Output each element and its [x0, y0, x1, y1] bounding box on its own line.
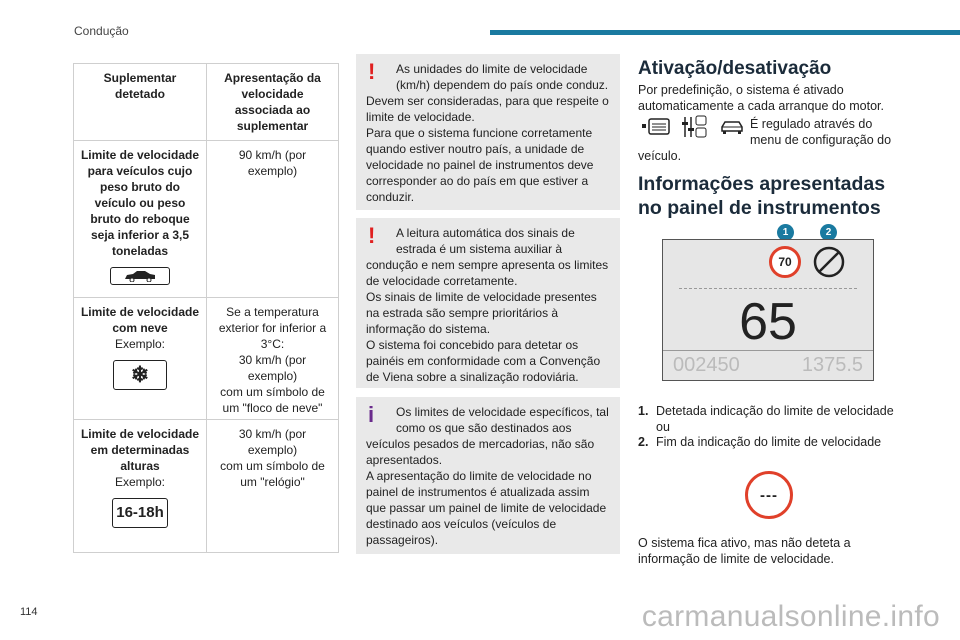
- trip-meter: 1375.5: [801, 354, 863, 376]
- end-limit-icon: [813, 246, 845, 278]
- warning-icon: !: [368, 59, 376, 84]
- settings-sliders-icon: [680, 116, 708, 138]
- note-text: Os sinais de limite de velocidade presentes na estrada são sempre prioritários à informação do sistema.: [366, 290, 597, 336]
- activation-heading: Ativação/desativação: [638, 58, 832, 79]
- note-text: A leitura automática dos sinais de estrada é um sistema auxiliar à: [396, 226, 575, 256]
- note-text: O sistema foi concebido para detetar os painéis em conformidade com a Convenção de Viena sobre a sinalização rodoviária.: [366, 338, 601, 384]
- supplementary-table: [73, 63, 339, 553]
- row-value: 30 km/h (por exemplo): [238, 427, 307, 457]
- row-label: Limite de velocidade em determinadas alturas: [80, 427, 200, 473]
- table-header-detected: Suplementar detetado: [74, 64, 207, 140]
- table-header-display: Apresentação da velocidade associada ao suplementar: [224, 71, 321, 133]
- cluster-separator: [679, 288, 857, 289]
- cluster-divider: [663, 350, 873, 351]
- config-text: É regulado através do menu de configuração do: [750, 117, 892, 147]
- inactive-text: O sistema fica ativo, mas não deteta a informação de limite de velocidade.: [638, 536, 851, 566]
- note-text: Para que o sistema funcione corretamente quando estiver noutro país, a unidade de velocidade no painel de instrumentos deve corresponder ao do país em que estiver a conduzir.: [366, 126, 594, 204]
- displayed-info-heading-line1: Informações apresentadas: [638, 173, 886, 195]
- row-label: Limite de velocidade com neve: [80, 305, 200, 335]
- screen-icon: [642, 116, 670, 138]
- row-value: 30 km/h (por exemplo): [238, 353, 307, 383]
- note-text: Devem ser consideradas, para que respeite o limite de velocidade.: [366, 94, 609, 124]
- watermark: carmanualsonline.info: [641, 600, 940, 633]
- row-value: com um símbolo de um "floco de neve": [220, 385, 325, 415]
- legend-text: Detetada indicação do limite de velocidade: [656, 404, 894, 418]
- legend-item: [638, 403, 898, 435]
- table-header-row: [74, 64, 338, 141]
- legend-text: Fim da indicação do limite de velocidade: [656, 435, 882, 449]
- note-text: condução e nem sempre apresenta os limites de velocidade corretamente.: [366, 258, 609, 288]
- instrument-cluster: [662, 239, 874, 381]
- legend-item: [638, 434, 898, 450]
- car-icon: [110, 267, 170, 285]
- warning-icon: !: [368, 223, 376, 248]
- snowflake-icon: ❄: [113, 360, 167, 390]
- note-text: A apresentação do limite de velocidade no painel de instrumentos é atualizada assim que passar um painel de limite de velocidade destinado aos veículos (veículos de passageiros).: [366, 469, 607, 547]
- table-row: [74, 298, 338, 420]
- table-row: [74, 420, 338, 552]
- speed-limit-sign: 70: [769, 246, 801, 278]
- note-text: Os limites de velocidade específicos, tal como os que são destinados aos: [396, 405, 609, 435]
- note-text: veículos pesados de mercadorias, não são apresentados.: [366, 437, 595, 467]
- warning-note: [356, 54, 620, 210]
- warning-note: [356, 218, 620, 388]
- time-range-icon: 16-18h: [112, 498, 168, 528]
- row-value: Se a temperatura exterior for inferior a 3°C:: [218, 305, 327, 351]
- table-row: [74, 141, 338, 298]
- no-limit-sign: ---: [745, 471, 793, 519]
- legend-continuation: ou: [656, 420, 670, 434]
- section-title: Condução: [74, 24, 129, 38]
- info-note: [356, 397, 620, 554]
- legend-number: 1.: [638, 404, 649, 418]
- config-icons: [642, 116, 746, 138]
- odometer: 002450: [673, 354, 740, 376]
- header-bar: [490, 30, 960, 35]
- callout-badge-2: 2: [820, 224, 837, 241]
- row-value: com um símbolo de um "relógio": [220, 459, 325, 489]
- row-example: Exemplo:: [114, 337, 166, 351]
- info-icon: i: [368, 402, 375, 427]
- config-text-end: veículo.: [638, 149, 682, 163]
- row-example: Exemplo:: [114, 475, 166, 489]
- displayed-info-heading-line2: no painel de instrumentos: [638, 197, 881, 219]
- current-speed: 65: [739, 293, 797, 351]
- row-value: 90 km/h (por exemplo): [238, 148, 307, 178]
- vehicle-icon: [718, 116, 746, 138]
- legend-number: 2.: [638, 435, 649, 449]
- row-label: Limite de velocidade para veículos cujo peso bruto do veículo ou peso bruto do reboque seja inferior a 3,5 toneladas: [80, 148, 200, 258]
- note-text: As unidades do limite de velocidade (km/h) dependem do país onde conduz.: [396, 62, 609, 92]
- page-number: 114: [20, 606, 38, 618]
- activation-text: Por predefinição, o sistema é ativado automaticamente a cada arranque do motor.: [638, 83, 884, 113]
- callout-badge-1: 1: [777, 224, 794, 241]
